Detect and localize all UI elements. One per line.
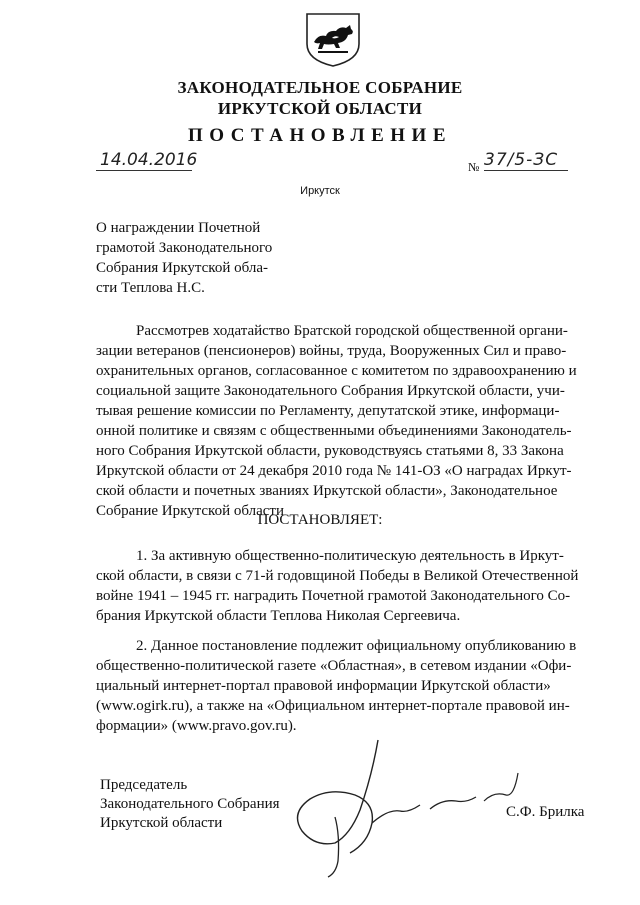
subject-line: Собрания Иркутской обла- (96, 260, 269, 276)
document-number: 37/5-ЗС (484, 150, 559, 170)
resolution-item-1 (96, 546, 585, 626)
organization-name-line2: ИРКУТСКОЙ ОБЛАСТИ (217, 99, 423, 118)
signatory-name: С.Ф. Брилка (506, 804, 585, 820)
handwritten-signature (280, 735, 520, 885)
signatory-title-line: Законодательного Собрания (100, 796, 280, 812)
item-line: формации» (www.pravo.gov.ru). (96, 718, 297, 734)
item-line: 2. Данное постановление подлежит официальному опубликованию в (136, 638, 577, 654)
item-line: брания Иркутской области Теплова Николая Сергеевича. (96, 608, 461, 624)
number-underline (484, 170, 568, 171)
subject-line: сти Теплова Н.С. (96, 280, 205, 296)
item-line: циальный интернет-портал правовой информации Иркутской области» (96, 678, 551, 694)
preamble-line: социальной защите Законодательного Собрания Иркутской области, учи- (96, 383, 565, 399)
resolves-heading: ПОСТАНОВЛЯЕТ: (257, 512, 383, 528)
organization-name-line1: ЗАКОНОДАТЕЛЬНОЕ СОБРАНИЕ (177, 78, 463, 97)
city-name: Иркутск (300, 185, 340, 197)
document-type-title: ПОСТАНОВЛЕНИЕ (187, 125, 453, 146)
irkutsk-coat-of-arms-icon (304, 12, 362, 68)
document-subject (96, 218, 286, 298)
preamble-line: ской области и почетных званиях Иркутской области», Законодательное (96, 483, 558, 499)
document-date: 14.04.2016 (100, 150, 198, 170)
signatory-title (100, 776, 280, 833)
resolution-item-2 (96, 636, 585, 736)
item-line: 1. За активную общественно-политическую деятельность в Иркут- (136, 548, 564, 564)
preamble-line: зации ветеранов (пенсионеров) войны, труда, Вооруженных Сил и право- (96, 343, 567, 359)
subject-line: О награждении Почетной (96, 220, 261, 236)
signatory-title-line: Председатель (100, 777, 188, 793)
item-line: общественно-политической газете «Областная», в сетевом издании «Офи- (96, 658, 572, 674)
preamble-line: охранительных органов, согласованное с комитетом по здравоохранению и (96, 363, 577, 379)
item-line: войне 1941 – 1945 гг. наградить Почетной грамотой Законодательного Со- (96, 588, 571, 604)
item-line: ской области, в связи с 71-й годовщиной Победы в Великой Отечественной (96, 568, 579, 584)
preamble-line: тывая решение комиссии по Регламенту, депутатской этике, информаци- (96, 403, 560, 419)
preamble-line: Иркутской области от 24 декабря 2010 года № 141-ОЗ «О наградах Иркут- (96, 463, 572, 479)
subject-line: грамотой Законодательного (96, 240, 273, 256)
item-line: (www.ogirk.ru), а также на «Официальном интернет-портале правовой ин- (96, 698, 570, 714)
preamble-line: онной политике и связям с общественными объединениями Законодатель- (96, 423, 572, 439)
date-underline (96, 170, 192, 171)
preamble-paragraph (96, 321, 585, 521)
preamble-line: ного Собрания Иркутской области, руководствуясь статьями 8, 33 Закона (96, 443, 564, 459)
preamble-line: Собрание Иркутской области (96, 503, 285, 519)
number-label: № (468, 160, 480, 174)
preamble-line: Рассмотрев ходатайство Братской городской общественной органи- (136, 323, 568, 339)
signatory-title-line: Иркутской области (100, 815, 223, 831)
